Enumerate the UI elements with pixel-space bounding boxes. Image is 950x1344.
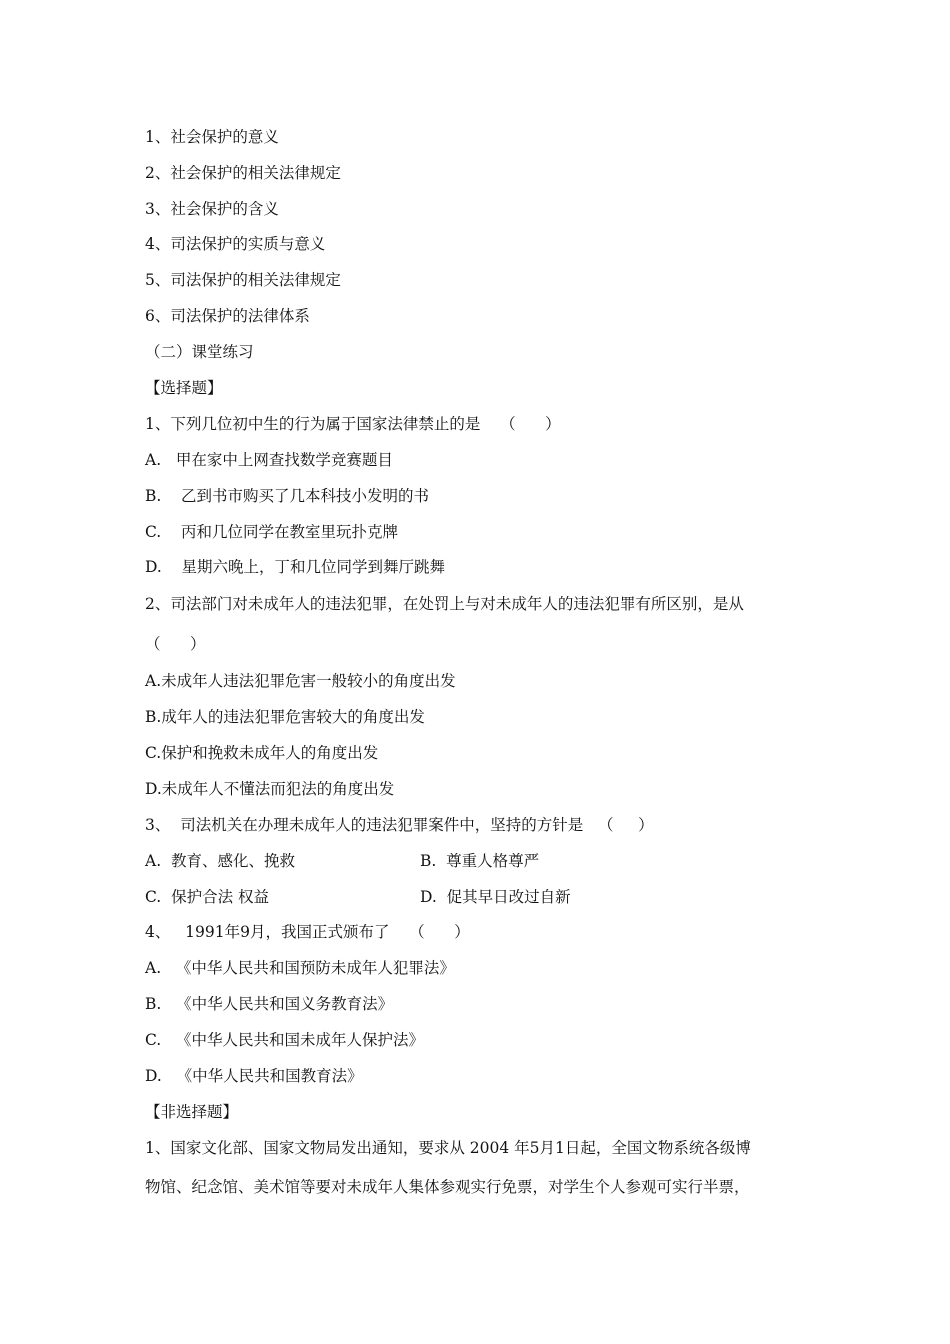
outline-item-6: 6、司法保护的法律体系	[145, 307, 310, 325]
nc1-line-1: 1、国家文化部、国家文物局发出通知，要求从 2004 年5月1日起，全国文物系统各级博	[145, 1139, 751, 1157]
q4-option-a: A. 《中华人民共和国预防未成年人犯罪法》	[145, 959, 455, 977]
q2-blank: （ ）	[145, 635, 206, 653]
outline-item-1: 1、社会保护的意义	[145, 128, 279, 146]
q1-option-d: D. 星期六晚上，丁和几位同学到舞厅跳舞	[145, 558, 446, 576]
q2-option-c: C.保护和挽救未成年人的角度出发	[145, 744, 379, 762]
outline-item-4: 4、司法保护的实质与意义	[145, 235, 326, 253]
q4-option-d: D. 《中华人民共和国教育法》	[145, 1067, 363, 1085]
q3-stem: 3、 司法机关在办理未成年人的违法犯罪案件中，坚持的方针是 （ ）	[145, 816, 654, 834]
outline-item-3: 3、社会保护的含义	[145, 200, 279, 218]
q1-option-a: A. 甲在家中上网查找数学竞赛题目	[145, 451, 393, 469]
q4-option-c: C. 《中华人民共和国未成年人保护法》	[145, 1031, 425, 1049]
q3-option-b: B. 尊重人格尊严	[420, 852, 540, 870]
q2-option-d: D.未成年人不懂法而犯法的角度出发	[145, 780, 395, 798]
outline-item-2: 2、社会保护的相关法律规定	[145, 164, 341, 182]
q2-option-a: A.未成年人违法犯罪危害一般较小的角度出发	[145, 672, 456, 690]
practice-heading: （二）课堂练习	[145, 343, 254, 361]
choice-heading: 【选择题】	[145, 379, 223, 397]
q2-stem: 2、司法部门对未成年人的违法犯罪，在处罚上与对未成年人的违法犯罪有所区别，是从	[145, 595, 744, 613]
q2-option-b: B.成年人的违法犯罪危害较大的角度出发	[145, 708, 425, 726]
outline-item-5: 5、司法保护的相关法律规定	[145, 271, 341, 289]
q3-option-c: C. 保护合法 权益	[145, 888, 270, 906]
q4-stem: 4、 1991年9月，我国正式颁布了 （ ）	[145, 923, 470, 941]
q3-option-d: D. 促其早日改过自新	[420, 888, 571, 906]
q1-option-b: B. 乙到书市购买了几本科技小发明的书	[145, 487, 430, 505]
q1-option-c: C. 丙和几位同学在教室里玩扑克牌	[145, 523, 398, 541]
nc1-line-2: 物馆、纪念馆、美术馆等要对未成年人集体参观实行免票，对学生个人参观可实行半票，	[145, 1178, 750, 1196]
q4-option-b: B. 《中华人民共和国义务教育法》	[145, 995, 394, 1013]
q1-stem: 1、下列几位初中生的行为属于国家法律禁止的是 （ ）	[145, 415, 561, 433]
nonchoice-heading: 【非选择题】	[145, 1103, 239, 1121]
q3-option-a: A. 教育、感化、挽救	[145, 852, 295, 870]
